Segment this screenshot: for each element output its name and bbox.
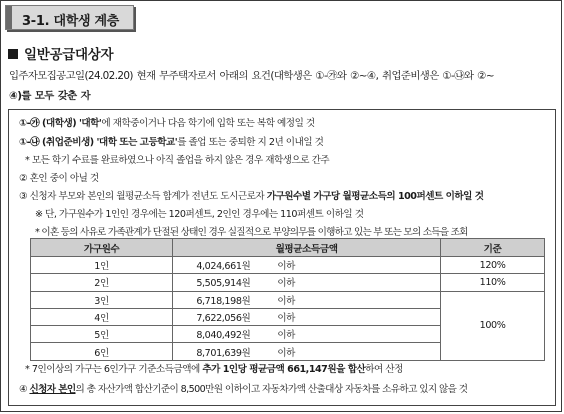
row-amount-suffix: 이하: [277, 261, 296, 273]
condition-1a-number: ①-㉮: [19, 118, 43, 129]
row-amount-value: 7,622,056원: [196, 313, 251, 325]
row-members: 2인: [31, 274, 173, 291]
condition-4-text: 의 총 자산가액 합산기준이 8,500만원 이하이고 자동차가액 산출대상 자동차를 소유하고 있지 않을 것: [75, 384, 468, 395]
condition-4: [19, 381, 467, 395]
condition-1b-bold: (취업준비생) '대학 또는 고등학교': [42, 137, 178, 148]
income-table-header: [31, 239, 545, 257]
note-seven-plus-bold: 추가 1인당 평균금액 661,147원을 합산: [202, 364, 366, 375]
row-amount-value: 5,505,914원: [196, 278, 251, 290]
condition-3-text: ③ 신청자 부모와 본인의 월평균소득 합계가 전년도 도시근로자: [19, 191, 267, 202]
row-amount-value: 4,024,661원: [196, 261, 251, 273]
condition-4-bold: 신청자 본인: [29, 384, 76, 395]
intro-paragraph: [9, 66, 557, 106]
row-amount-suffix: 이하: [277, 313, 296, 325]
condition-1b-text: 를 졸업 또는 중퇴한 지 2년 이내일 것: [177, 137, 324, 148]
row-amount-suffix: 이하: [277, 295, 296, 307]
income-table: [30, 238, 545, 361]
condition-4-number: ④: [19, 384, 30, 395]
condition-1a-text: 에 재학중이거나 다음 학기에 입학 또는 복학 예정일 것: [101, 118, 315, 129]
intro-line-2: [9, 86, 557, 106]
condition-1a: [19, 115, 315, 129]
table-row: [31, 257, 545, 274]
section-tab-bar: [6, 6, 12, 29]
header-amount: 월평균소득금액: [173, 239, 441, 257]
row-standard-merged: 100%: [441, 291, 545, 360]
row-members: 3인: [31, 291, 173, 308]
condition-3: [19, 188, 484, 202]
row-amount: [173, 274, 441, 291]
section-title-tab: [5, 5, 134, 30]
row-amount-value: 8,701,639원: [196, 347, 251, 359]
row-members: 6인: [31, 343, 173, 360]
row-amount: [173, 257, 441, 274]
note-seven-plus: [25, 361, 403, 375]
square-bullet-icon: [8, 49, 18, 59]
condition-1b-number: ①-㉯: [19, 137, 43, 148]
condition-3-bold: 가구원수별 가구당 월평균소득의 100퍼센트 이하일 것: [266, 191, 484, 202]
row-standard: 110%: [441, 274, 545, 291]
note-enrollment: * 모든 학기 수료를 완료하였으나 아직 졸업을 하지 않은 경우 재학생으로 간주: [25, 155, 330, 166]
note-seven-plus-tail: 하여 산정: [365, 364, 403, 375]
subsection-heading: [8, 43, 113, 63]
row-standard: 120%: [441, 257, 545, 274]
row-amount: [173, 291, 441, 308]
table-row: [31, 274, 545, 291]
header-members: 가구원수: [31, 239, 173, 257]
section-title: 3-1. 대학생 계층: [22, 14, 119, 29]
row-amount-suffix: 이하: [277, 330, 296, 342]
subsection-heading-text: 일반공급대상자: [24, 47, 114, 63]
requirements-box: [8, 109, 556, 406]
header-standard: 기준: [441, 239, 545, 257]
condition-1a-bold: (대학생) '대학': [42, 118, 102, 129]
note-seven-plus-text: * 7인이상의 가구는 6인가구 기준소득금액에: [25, 364, 203, 375]
row-members: 5인: [31, 326, 173, 343]
note-divorce: * 이혼 등의 사유로 가족관계가 단절된 상태인 경우 실질적으로 부양의무를 이행하고 있는 부 또는 모의 소득을 조회: [35, 227, 468, 238]
row-amount-value: 8,040,492원: [196, 330, 251, 342]
row-amount: [173, 343, 441, 360]
intro-line-2-text: ④)를 모두 갖춘 자: [9, 90, 91, 102]
intro-line-1: 입주자모집공고일(24.02.20) 현재 무주택자로서 아래의 요건(대학생은 ①-㉮와 ②~④, 취업준비생은 ①-㉯와 ②~: [9, 70, 494, 82]
condition-1b: [19, 134, 323, 148]
row-members: 1인: [31, 257, 173, 274]
row-amount-value: 6,718,198원: [196, 295, 251, 307]
row-amount: [173, 308, 441, 325]
table-row: [31, 291, 545, 308]
row-amount: [173, 326, 441, 343]
row-members: 4인: [31, 308, 173, 325]
row-amount-suffix: 이하: [277, 278, 296, 290]
note-household-exception: ※ 단, 가구원수가 1인인 경우에는 120퍼센트, 2인인 경우에는 110퍼센트 이하일 것: [35, 209, 364, 220]
row-amount-suffix: 이하: [277, 347, 296, 359]
condition-2: ② 혼인 중이 아닐 것: [19, 173, 99, 184]
